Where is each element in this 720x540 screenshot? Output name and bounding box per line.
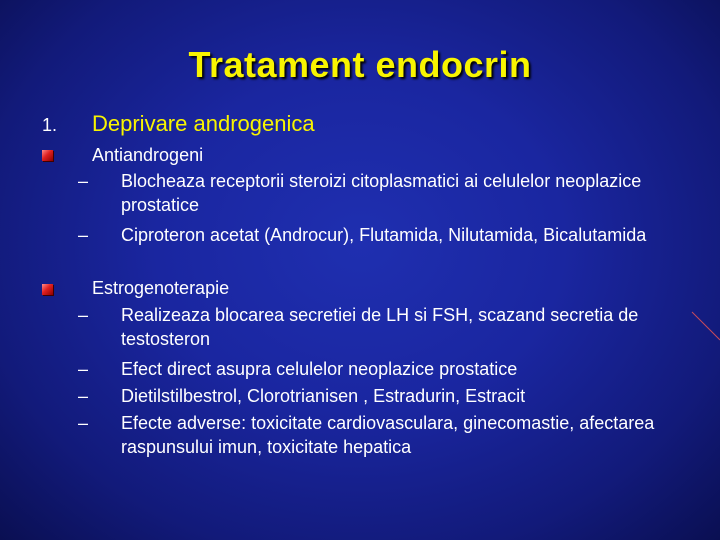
square-bullet-icon (42, 284, 53, 295)
dash-bullet-icon: – (78, 171, 89, 191)
list-item: Dietilstilbestrol, Clorotrianisen , Estradurin, Estracit (121, 386, 526, 406)
dash-bullet-icon: – (78, 386, 89, 406)
section-number: 1. (42, 115, 58, 135)
dash-bullet-icon: – (78, 413, 89, 433)
dash-bullet-icon: – (78, 225, 89, 245)
square-bullet-icon (42, 150, 53, 161)
decorative-line-icon (690, 310, 720, 350)
group-label-estrogenoterapie: Estrogenoterapie (92, 278, 230, 298)
list-item: Ciproteron acetat (Androcur), Flutamida, Nilutamida, Bicalutamida (121, 225, 647, 245)
list-item: Efecte adverse: toxicitate cardiovasculara, ginecomastie, afectarea raspunsului imun, toxicitate hepatica (121, 413, 655, 457)
list-item: Efect direct asupra celulelor neoplazice prostatice (121, 359, 518, 379)
list-item: Realizeaza blocarea secretiei de LH si FSH, scazand secretia de testosteron (121, 305, 639, 349)
list-item: Blocheaza receptorii steroizi citoplasmatici ai celulelor neoplazice prostatice (121, 171, 642, 215)
section-heading: Deprivare androgenica (92, 111, 315, 136)
dash-bullet-icon: – (78, 305, 89, 325)
slide-title: Tratament endocrin (188, 44, 532, 85)
dash-bullet-icon: – (78, 359, 89, 379)
group-label-antiandrogeni: Antiandrogeni (92, 145, 204, 165)
